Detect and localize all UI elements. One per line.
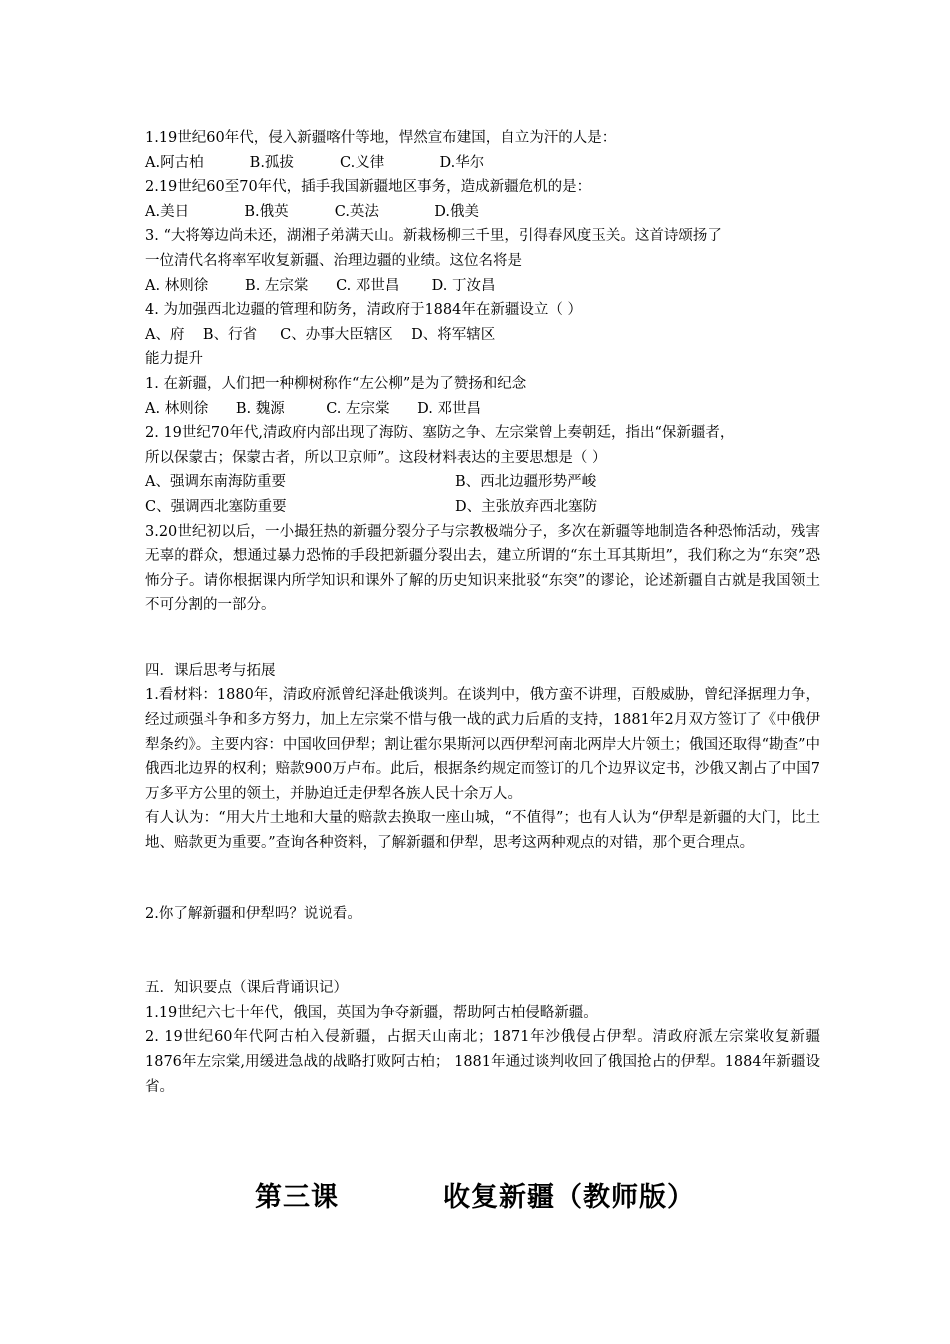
option-c: C、强调西北塞防重要 [145,498,287,515]
ability-question-3: 3.20世纪初以后，一小撮狂热的新疆分裂分子与宗教极端分子，多次在新疆等地制造各种恐怖活动，残害无辜的群众，想通过暴力恐怖的手段把新疆分裂出去，建立所谓的“东土耳其斯坦”，我们称之为“东突”恐怖分子。请你根据课内所学知识和课外了解的历史知识来批驳“东突”的谬论，论述新疆自古就是我国领土不可分割的一部分。 [145,523,820,614]
ability-question-1-options: A. 林则徐 B. 魏源 C. 左宗棠 D. 邓世昌 [145,400,481,417]
ability-question-2-line-1: 2. 19世纪70年代,清政府内部出现了海防、塞防之争、左宗棠曾上奏朝廷，指出“保新疆者， [145,425,735,442]
ability-section-title: 能力提升 [145,351,203,368]
question-1-options: A.阿古柏 B.孤拔 C.义律 D.华尔 [145,154,485,171]
section-4-opinions: 有人认为：“用大片土地和大量的赔款去换取一座山城，“不值得”；也有人认为“伊犁是新疆的大门，比土地、赔款更为重要。”查询各种资料，了解新疆和伊犁，思考这两种观点的对错，那个更合理点。 [145,810,820,852]
document-body [145,126,820,1099]
section-4-question-2: 2.你了解新疆和伊犁吗？说说看。 [145,905,362,922]
ability-question-2-options-row-2 [145,495,820,520]
option-b: B、西北边疆形势严峻 [455,474,597,491]
spacer [145,926,820,976]
section-4-title: 四．课后思考与拓展 [145,662,276,679]
question-1: 1.19世纪60年代，侵入新疆喀什等地，悍然宣布建国，自立为汗的人是： [145,130,617,146]
question-2-options: A.美日 B.俄英 C.英法 D.俄美 [145,203,479,220]
question-4: 4. 为加强西北边疆的管理和防务，清政府于1884年在新疆设立（ ） [145,302,582,319]
section-5-title: 五．知识要点（课后背诵识记） [145,980,348,997]
option-d: D、主张放弃西北塞防 [455,498,598,515]
spacer [145,856,820,902]
question-3-line-1: 3. “大将筹边尚未还，湖湘子弟满天山。新栽杨柳三千里，引得春风度玉关。这首诗颂扬了 [145,228,722,245]
ability-question-1: 1. 在新疆，人们把一种柳树称作“左公柳”是为了赞扬和纪念 [145,375,527,392]
key-point-1: 1.19世纪六七十年代，俄国，英国为争夺新疆，帮助阿古柏侵略新疆。 [145,1004,598,1021]
question-4-options: A、府 B、行省 C、办事大臣辖区 D、将军辖区 [145,326,496,343]
spacer [145,618,820,659]
question-3-line-2: 一位清代名将率军收复新疆、治理边疆的业绩。这位名将是 [145,252,522,269]
question-2: 2.19世纪60至70年代，插手我国新疆地区事务，造成新疆危机的是： [145,179,592,196]
lesson-title: 第三课 收复新疆（教师版） [255,1182,695,1213]
question-3-options: A. 林则徐 B. 左宗棠 C. 邓世昌 D. 丁汝昌 [145,277,496,294]
option-a: A、强调东南海防重要 [145,474,286,491]
section-4-material: 1.看材料：1880年，清政府派曾纪泽赴俄谈判。在谈判中，俄方蛮不讲理，百般威胁，曾纪泽据理力争，经过顽强斗争和多方努力，加上左宗棠不惜与俄一战的武力后盾的支持，1881年2月双方签订了《中俄伊犁条约》。主要内容：中国收回伊犁；割让霍尔果斯河以西伊犁河南北两岸大片领土；俄国还取得“勘查”中俄西北边界的权利；赔款900万卢布。此后，根据条约规定而签订的几个边界议定书，沙俄又割占了中国7万多平方公里的领土，并胁迫迁走伊犁各族人民十余万人。 [145,687,820,802]
ability-question-2-options-row-1 [145,470,820,495]
key-point-2: 2. 19世纪60年代阿古柏入侵新疆，占据天山南北；1871年沙俄侵占伊犁。清政府派左宗棠收复新疆1876年左宗棠,用缓进急战的战略打败阿古柏； 1881年通过谈判收回了俄国抢占的伊犁。1884年新疆设省。 [145,1029,820,1095]
ability-question-2-line-2: 所以保蒙古；保蒙古者，所以卫京师”。这段材料表达的主要思想是（ ） [145,449,607,466]
